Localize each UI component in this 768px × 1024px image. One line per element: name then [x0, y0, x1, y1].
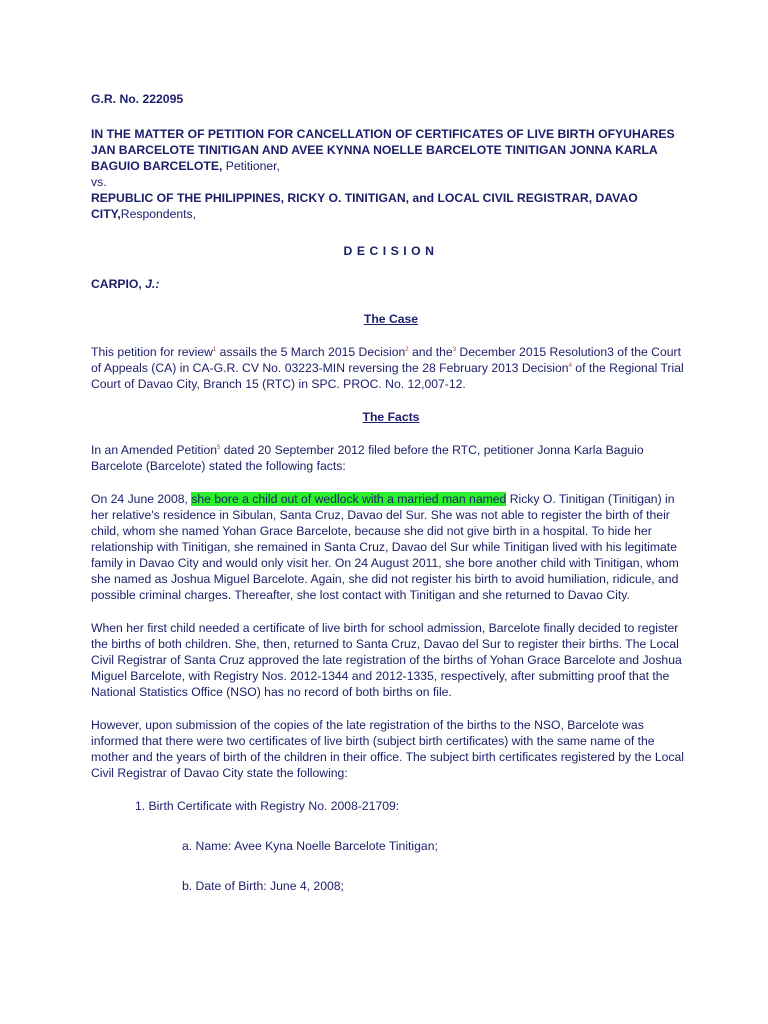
ponente-title: J.: — [145, 277, 160, 291]
footnote-ref-2[interactable]: 2 — [405, 346, 409, 353]
highlighted-text[interactable]: she bore a child out of wedlock with a married man named — [191, 492, 507, 506]
case-paragraph — [91, 344, 691, 392]
case-text-3: and the — [408, 345, 453, 359]
decision-title: DECISION — [343, 244, 439, 258]
facts-intro-text-2: dated 20 September 2012 filed before the RTC, petitioner Jonna Karla Baguio Barcelote (Barcelote) stated the following facts: — [91, 443, 644, 473]
respondents-label: Respondents, — [120, 207, 197, 221]
facts-intro-paragraph — [91, 442, 691, 474]
document-page — [91, 91, 691, 918]
facts1-text-after: Ricky O. Tinitigan (Tinitigan) in her relative's residence in Sibulan, Santa Cruz, Davao del Sur. She was not able to register the birth of their child, whom she named Yohan Grace Barcelote, because she did not give birth in a hospital. To hide her relationship with Tinitigan, she remained in Santa Cruz, Davao del Sur while Tinitigan lived with his legitimate family in Davao City and would only visit her. On 24 August 2011, she bore another child with Tinitigan, whom she named as Joshua Miguel Barcelote. Again, she did not register his birth to avoid humiliation, ridicule, and possible criminal charges. Thereafter, she lost contact with Tinitigan and she returned to Davao City. — [91, 492, 679, 602]
facts-paragraph-2: When her first child needed a certificate of live birth for school admission, Barcelote finally decided to register the births of both children. She, then, returned to Santa Cruz, Davao del Sur to register their births. The Local Civil Registrar of Santa Cruz approved the late registration of the births of Yohan Grace Barcelote and Joshua Miguel Barcelote, with Registry Nos. 2012-1344 and 2012-1335, respectively, after submitting proof that the National Statistics Office (NSO) has no record of both births on file. — [91, 621, 682, 699]
case-text-4: December 2015 Resolution3 of the Court of Appeals (CA) in CA-G.R. CV No. 03223-MIN reversing the 28 February 2013 Decision — [91, 345, 681, 375]
respondents-names: REPUBLIC OF THE PHILIPPINES, RICKY O. TINITIGAN, and LOCAL CIVIL REGISTRAR, DAVAO CITY, — [91, 191, 638, 221]
facts-intro-text-1: In an Amended Petition — [91, 443, 218, 457]
case-number: G.R. No. 222095 — [91, 92, 184, 106]
facts-paragraph-3: However, upon submission of the copies of the late registration of the births to the NSO, Barcelote was informed that there were two certificates of live birth (subject birth certificates) with the same name of the mother and the years of birth of the children in their office. The subject birth certificates registered by the Local Civil Registrar of Davao City state the following: — [91, 718, 684, 780]
list-subitem-name: a. Name: Avee Kyna Noelle Barcelote Tinitigan; — [182, 839, 438, 853]
footnote-ref-4[interactable]: 4 — [568, 362, 572, 369]
list-item-birth-certificate-1: 1. Birth Certificate with Registry No. 2008-21709: — [135, 799, 400, 813]
footnote-ref-5[interactable]: 5 — [217, 444, 221, 451]
section-heading-facts: The Facts — [362, 410, 420, 424]
case-text-1: This petition for review — [91, 345, 213, 359]
case-text-5: of the Regional Trial Court of Davao City, Branch 15 (RTC) in SPC. PROC. No. 12,007-12. — [91, 361, 684, 391]
ponente-name: CARPIO, — [91, 277, 146, 291]
versus-label: vs. — [91, 175, 107, 189]
footnote-ref-3[interactable]: 3 — [452, 346, 457, 353]
case-text-2: assails the 5 March 2015 Decision — [216, 345, 406, 359]
list-subitem-date-of-birth: b. Date of Birth: June 4, 2008; — [182, 879, 344, 893]
facts1-text-before: On 24 June 2008, — [91, 492, 192, 506]
ponente — [91, 276, 691, 292]
facts-paragraph-1 — [91, 491, 691, 603]
footnote-ref-1[interactable]: 1 — [212, 346, 217, 353]
section-heading-case: The Case — [363, 312, 419, 326]
case-caption — [91, 126, 691, 174]
matter-title: IN THE MATTER OF PETITION FOR CANCELLATION OF CERTIFICATES OF LIVE BIRTH OFYUHARES JAN BARCELOTE TINITIGAN AND AVEE KYNNA NOELLE BARCELOTE TINITIGAN JONNA KARLA BAGUIO BARCELOTE, — [91, 127, 675, 173]
respondents-caption — [91, 190, 691, 222]
petitioner-label: Petitioner, — [222, 159, 280, 173]
